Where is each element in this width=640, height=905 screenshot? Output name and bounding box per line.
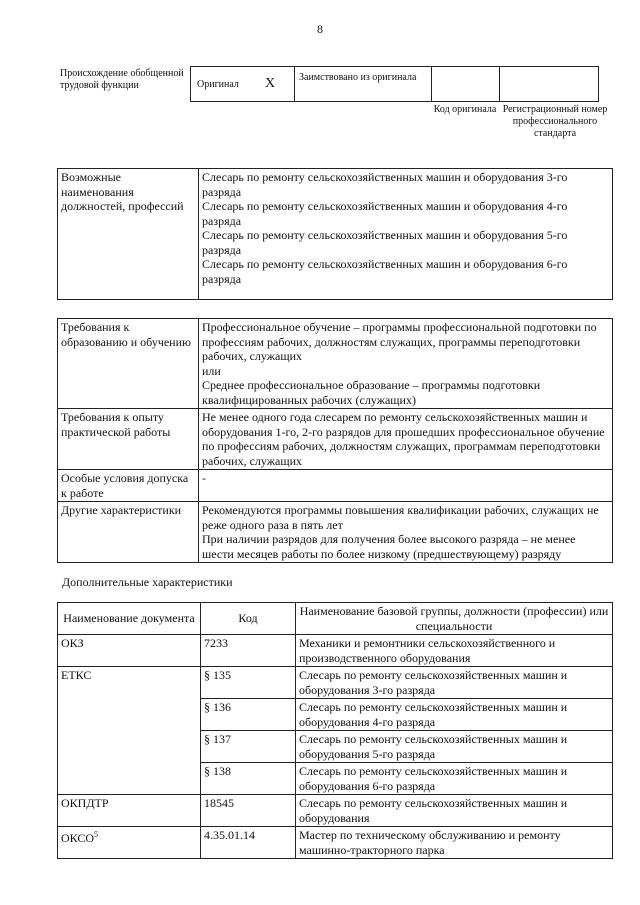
req-line: Рекомендуются программы повышения квалификации рабочих, служащих не реже одного раза в пять лет [202, 503, 599, 532]
table-row [58, 795, 613, 827]
code-cell: § 138 [201, 763, 296, 795]
position-item: Слесарь по ремонту сельскохозяйственных машин и оборудования 5-го разряда [202, 228, 568, 257]
additional-table [57, 602, 613, 859]
req-conditions-label: Особые условия допуска к работе [58, 470, 199, 502]
req-experience-value: Не менее одного года слесарем по ремонту сельскохозяйственных машин и оборудования 1-го, 2-го разрядов для прошедших профессиональное обучение по профессиям рабочих, должностям служащих, программам переподготовки рабочих, служащих [199, 409, 613, 470]
req-education-value [199, 319, 613, 409]
position-item: Слесарь по ремонту сельскохозяйственных машин и оборудования 6-го разряда [202, 257, 568, 286]
original-label: Оригинал [197, 79, 239, 90]
name-cell: Слесарь по ремонту сельскохозяйственных машин и оборудования [296, 795, 613, 827]
name-cell: Слесарь по ремонту сельскохозяйственных машин и оборудования 5-го разряда [296, 731, 613, 763]
table-row [58, 635, 613, 667]
doc-cell: ОКПДТР [58, 795, 201, 827]
additional-title: Дополнительные характеристики [62, 575, 233, 589]
positions-label: Возможные наименования должностей, профессий [58, 169, 199, 300]
doc-cell [58, 827, 201, 859]
requirements-table [57, 318, 613, 563]
header-code: Код [201, 603, 296, 635]
name-cell: Слесарь по ремонту сельскохозяйственных машин и оборудования 4-го разряда [296, 699, 613, 731]
code-label: Код оригинала [433, 104, 497, 115]
code-cell: § 135 [201, 667, 296, 699]
req-other-label: Другие характеристики [58, 502, 199, 563]
name-cell: Механики и ремонтники сельскохозяйственного и производственного оборудования [296, 635, 613, 667]
name-cell: Слесарь по ремонту сельскохозяйственных машин и оборудования 6-го разряда [296, 763, 613, 795]
code-cell: 7233 [201, 635, 296, 667]
req-education-label: Требования к образованию и обучению [58, 319, 199, 409]
req-line: При наличии разрядов для получения более высокого разряда – не менее шести месяцев работы по более низкому (предшествующему) разряду [202, 532, 576, 561]
table-row [58, 827, 613, 859]
position-item: Слесарь по ремонту сельскохозяйственных машин и оборудования 4-го разряда [202, 199, 568, 228]
header-doc: Наименование документа [58, 603, 201, 635]
page-number: 8 [317, 22, 323, 36]
req-experience-label: Требования к опыту практической работы [58, 409, 199, 470]
position-item: Слесарь по ремонту сельскохозяйственных машин и оборудования 3-го разряда [202, 170, 568, 199]
req-line: или [202, 363, 221, 378]
origin-box [190, 66, 599, 102]
code-cell: 18545 [201, 795, 296, 827]
origin-label: Происхождение обобщенной трудовой функции [60, 68, 184, 91]
name-cell: Мастер по техническому обслуживанию и ремонту машинно-тракторного парка [296, 827, 613, 859]
header-name: Наименование базовой группы, должности (профессии) или специальности [296, 603, 613, 635]
req-line: Среднее профессиональное образование – программы подготовки квалифицированных рабочих (служащих) [202, 378, 541, 407]
name-cell: Слесарь по ремонту сельскохозяйственных машин и оборудования 3-го разряда [296, 667, 613, 699]
positions-list [199, 169, 613, 300]
doc-cell: ОКЗ [58, 635, 201, 667]
code-cell: 4.35.01.14 [201, 827, 296, 859]
footnote-ref: 5 [94, 830, 99, 839]
req-conditions-value: - [199, 470, 613, 502]
req-other-value [199, 502, 613, 563]
borrowed-label: Заимствовано из оригинала [299, 72, 417, 83]
code-cell: § 136 [201, 699, 296, 731]
table-row [58, 667, 613, 699]
okso-doc: ОКСО [61, 831, 95, 845]
original-mark: X [265, 76, 276, 91]
doc-cell: ЕТКС [58, 667, 201, 795]
positions-table [57, 168, 613, 300]
code-cell: § 137 [201, 731, 296, 763]
req-line: Профессиональное обучение – программы профессиональной подготовки по профессиям рабочих, должностям служащих, программы переподготовки рабочих, служащих [202, 320, 597, 363]
reg-label: Регистрационный номер профессионального стандарта [502, 104, 608, 139]
